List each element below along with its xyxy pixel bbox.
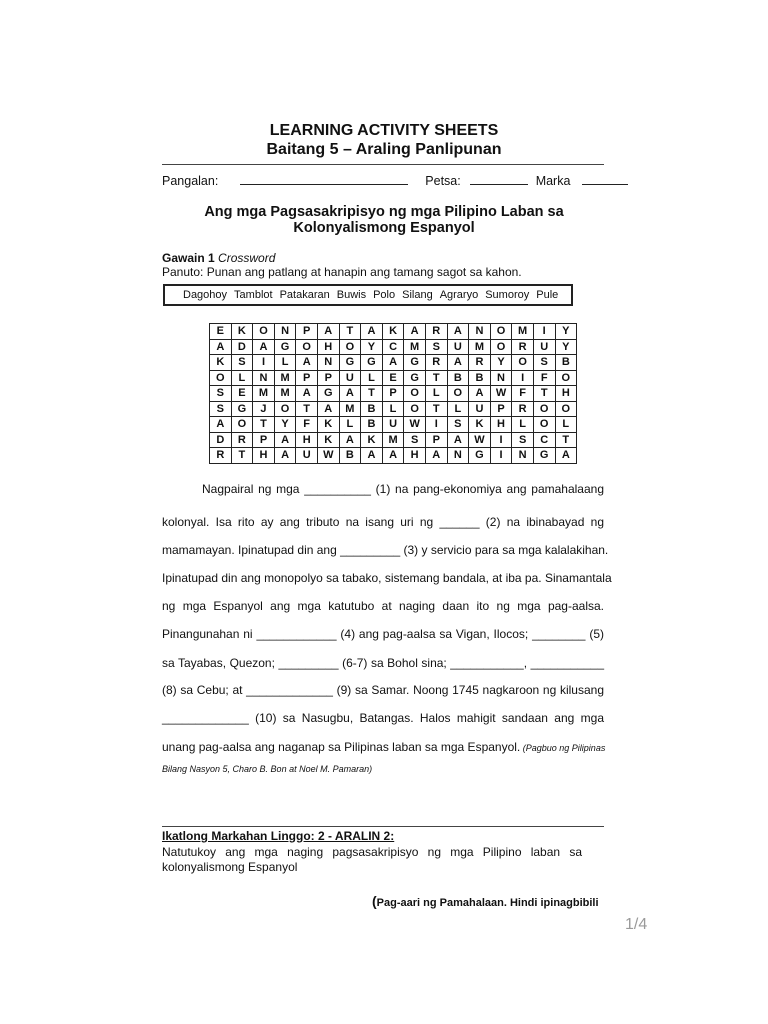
ownership-paren: ( [372, 893, 377, 909]
grid-cell[interactable]: E [210, 324, 232, 340]
grid-cell[interactable]: C [382, 339, 404, 355]
grid-cell[interactable]: K [317, 417, 339, 433]
grid-cell[interactable]: K [361, 432, 383, 448]
grid-cell[interactable]: L [512, 417, 534, 433]
grid-cell[interactable]: A [339, 432, 361, 448]
grid-cell[interactable]: A [404, 324, 426, 340]
grid-cell[interactable]: T [533, 386, 555, 402]
grid-cell[interactable]: T [231, 448, 253, 464]
grid-cell[interactable]: A [274, 432, 296, 448]
grid-cell[interactable]: I [490, 432, 512, 448]
grid-cell[interactable]: O [490, 339, 512, 355]
passage-line-text: sa Tayabas, Quezon; _________ (6-7) sa Bohol sina; ___________, ___________ [162, 656, 604, 670]
grid-cell[interactable]: Y [361, 339, 383, 355]
grid-cell[interactable]: N [490, 370, 512, 386]
grid-cell[interactable]: N [469, 324, 491, 340]
passage-line-text: _____________ (10) sa Nasugbu, Batangas. Halos mahigit sandaan ang mga [162, 711, 604, 725]
grid-cell[interactable]: G [533, 448, 555, 464]
grid-cell[interactable]: F [512, 386, 534, 402]
grid-cell[interactable]: A [253, 339, 275, 355]
grid-cell[interactable]: S [210, 386, 232, 402]
grid-cell[interactable]: W [469, 432, 491, 448]
grid-cell[interactable]: T [425, 370, 447, 386]
name-field[interactable] [240, 173, 408, 185]
passage-line-text: Pinangunahan ni ____________ (4) ang pag-aalsa sa Vigan, Ilocos; ________ (5) [162, 627, 604, 641]
grid-cell[interactable]: I [512, 370, 534, 386]
passage-line [162, 627, 604, 641]
passage-line [162, 711, 604, 725]
grid-cell[interactable]: O [404, 401, 426, 417]
ownership-note [372, 893, 599, 909]
grid-cell[interactable]: L [382, 401, 404, 417]
word-bank-item: Agraryo [439, 289, 479, 301]
passage-line [162, 740, 604, 754]
grid-cell[interactable]: S [404, 432, 426, 448]
passage-line-text: unang pag-aalsa ang naganap sa Pilipinas laban sa mga Espanyol. [162, 740, 521, 754]
ownership-text: Pag-aari ng Pamahalaan. Hindi ipinagbibili [376, 897, 599, 909]
grid-cell[interactable]: Y [490, 355, 512, 371]
grid-cell[interactable]: L [425, 386, 447, 402]
grid-cell[interactable]: Y [555, 339, 577, 355]
grid-cell[interactable]: M [253, 386, 275, 402]
grid-cell[interactable]: T [555, 432, 577, 448]
passage-line [162, 571, 612, 585]
grid-cell[interactable]: A [447, 432, 469, 448]
grid-cell[interactable]: R [425, 355, 447, 371]
grid-cell[interactable]: G [469, 448, 491, 464]
grid-cell[interactable]: O [231, 417, 253, 433]
passage-line [162, 683, 604, 697]
grid-row [210, 370, 577, 386]
passage-line [162, 515, 604, 529]
grid-cell[interactable]: O [555, 370, 577, 386]
grid-cell[interactable]: A [555, 448, 577, 464]
grid-cell[interactable]: Y [555, 324, 577, 340]
lesson-title-line1: Ang mga Pagsasakripisyo ng mga Pilipino Laban sa [204, 204, 564, 220]
word-search-grid [209, 323, 577, 464]
grid-cell[interactable]: L [361, 370, 383, 386]
grid-cell[interactable]: N [447, 448, 469, 464]
grid-cell[interactable]: U [296, 448, 318, 464]
grid-cell[interactable]: A [317, 401, 339, 417]
grid-cell[interactable]: R [231, 432, 253, 448]
grid-cell[interactable]: A [382, 448, 404, 464]
grid-cell[interactable]: K [231, 324, 253, 340]
passage-line [162, 656, 604, 670]
passage-line [162, 482, 604, 496]
word-bank [163, 284, 573, 306]
grade-field[interactable] [582, 173, 628, 185]
grid-cell[interactable]: S [231, 355, 253, 371]
grid-cell[interactable]: I [253, 355, 275, 371]
word-bank-item: Pule [536, 289, 559, 301]
grid-cell[interactable]: R [425, 324, 447, 340]
grid-cell[interactable]: E [231, 386, 253, 402]
passage-line [162, 543, 609, 557]
grid-row [210, 417, 577, 433]
grid-row [210, 339, 577, 355]
grid-cell[interactable]: O [404, 386, 426, 402]
grid-cell[interactable]: L [555, 417, 577, 433]
grade-label: Marka [535, 174, 571, 188]
grid-cell[interactable]: O [490, 324, 512, 340]
word-bank-item: Polo [373, 289, 396, 301]
grid-cell[interactable]: S [447, 417, 469, 433]
grid-cell[interactable]: O [339, 339, 361, 355]
grid-cell[interactable]: I [425, 417, 447, 433]
word-bank-item: Tamblot [234, 289, 273, 301]
lesson-description: Natutukoy ang mga naging pagsasakripisyo ng mga Pilipino laban sa kolonyalismong Espanyol [162, 845, 582, 874]
grid-cell[interactable]: P [296, 324, 318, 340]
grid-cell[interactable]: L [339, 417, 361, 433]
grid-cell[interactable]: T [296, 401, 318, 417]
passage-line-text: kolonyal. Isa rito ay ang tributo na isang uri ng ______ (2) na ibinabayad ng [162, 515, 604, 529]
grid-cell[interactable]: S [512, 432, 534, 448]
grid-row [210, 401, 577, 417]
grid-cell[interactable]: P [382, 386, 404, 402]
word-bank-item: Sumoroy [485, 289, 530, 301]
activity-heading [162, 251, 275, 265]
grid-cell[interactable]: G [274, 339, 296, 355]
passage-line-text: Nagpairal ng mga __________ (1) na pang-ekonomiya ang pamahalaang [202, 482, 604, 496]
grid-cell[interactable]: U [339, 370, 361, 386]
word-bank-item: Silang [402, 289, 433, 301]
grid-cell[interactable]: A [447, 324, 469, 340]
lesson-week-label: Ikatlong Markahan Linggo: 2 - ARALIN 2: [162, 829, 395, 843]
grid-cell[interactable]: G [231, 401, 253, 417]
grid-cell[interactable]: O [296, 339, 318, 355]
grid-cell[interactable]: O [253, 324, 275, 340]
grid-cell[interactable]: S [210, 401, 232, 417]
grid-cell[interactable]: W [404, 417, 426, 433]
grid-cell[interactable]: B [361, 417, 383, 433]
grid-cell[interactable]: T [253, 417, 275, 433]
grid-cell[interactable]: A [296, 355, 318, 371]
grid-cell[interactable]: I [533, 324, 555, 340]
grid-cell[interactable]: L [231, 370, 253, 386]
grid-cell[interactable]: U [382, 417, 404, 433]
grid-cell[interactable]: N [512, 448, 534, 464]
grid-cell[interactable]: A [469, 386, 491, 402]
grid-cell[interactable]: T [425, 401, 447, 417]
grid-cell[interactable]: R [210, 448, 232, 464]
divider-top [162, 164, 604, 165]
grid-cell[interactable]: L [447, 401, 469, 417]
grid-cell[interactable]: D [231, 339, 253, 355]
grid-row [210, 324, 577, 340]
date-label: Petsa: [425, 174, 461, 188]
grid-cell[interactable]: K [382, 324, 404, 340]
grid-cell[interactable]: D [210, 432, 232, 448]
grid-cell[interactable]: K [210, 355, 232, 371]
grid-cell[interactable]: O [447, 386, 469, 402]
grid-cell[interactable]: Y [274, 417, 296, 433]
grid-cell[interactable]: U [469, 401, 491, 417]
grid-cell[interactable]: M [469, 339, 491, 355]
page-indicator: 1/4 [625, 916, 648, 933]
grid-cell[interactable]: G [339, 355, 361, 371]
grid-cell[interactable]: A [296, 386, 318, 402]
grid-cell[interactable]: U [533, 339, 555, 355]
grid-cell[interactable]: H [404, 448, 426, 464]
grid-cell[interactable]: H [555, 386, 577, 402]
grid-cell[interactable]: N [274, 324, 296, 340]
grid-cell[interactable]: J [253, 401, 275, 417]
grid-cell[interactable]: I [490, 448, 512, 464]
passage-line-text: Ipinatupad din ang monopolyo sa tabako, sistemang bandala, at iba pa. Sinamantala [162, 571, 612, 585]
grid-cell[interactable]: A [425, 448, 447, 464]
grid-cell[interactable]: G [317, 386, 339, 402]
student-info-row [162, 173, 628, 188]
passage-line-text: ng mga Espanyol ang mga katutubo at naging daan ito ng mga pag-aalsa. [162, 599, 604, 613]
grid-cell[interactable]: W [490, 386, 512, 402]
grid-cell[interactable]: K [317, 432, 339, 448]
lesson-title-line2: Kolonyalismong Espanyol [293, 220, 475, 236]
passage-line-text: (8) sa Cebu; at _____________ (9) sa Samar. Noong 1745 nagkaroon ng kilusang [162, 683, 604, 697]
grid-cell[interactable]: W [317, 448, 339, 464]
activity-type: Crossword [218, 251, 276, 265]
grid-cell[interactable]: A [274, 448, 296, 464]
sheet-title: LEARNING ACTIVITY SHEETS [269, 122, 499, 139]
grid-cell[interactable]: A [317, 324, 339, 340]
grid-row [210, 432, 577, 448]
grid-cell[interactable]: M [382, 432, 404, 448]
grid-cell[interactable]: A [210, 417, 232, 433]
grid-cell[interactable]: L [274, 355, 296, 371]
citation-line2: Bilang Nasyon 5, Charo B. Bon at Noel M. Pamaran) [162, 764, 373, 774]
grid-cell[interactable]: H [317, 339, 339, 355]
grid-cell[interactable]: G [404, 355, 426, 371]
grid-cell[interactable]: F [296, 417, 318, 433]
grid-cell[interactable]: P [296, 370, 318, 386]
grid-cell[interactable]: P [317, 370, 339, 386]
divider-bottom [162, 826, 604, 827]
word-bank-item: Buwis [336, 289, 367, 301]
grid-cell[interactable]: P [253, 432, 275, 448]
grid-cell[interactable]: M [274, 386, 296, 402]
grid-cell[interactable]: U [447, 339, 469, 355]
grid-cell[interactable]: H [490, 417, 512, 433]
grid-row [210, 448, 577, 464]
passage-line [162, 599, 604, 613]
grid-cell[interactable]: B [339, 448, 361, 464]
grid-cell[interactable]: R [512, 401, 534, 417]
grid-cell[interactable]: F [533, 370, 555, 386]
grid-cell[interactable]: O [533, 401, 555, 417]
activity-label: Gawain 1 [162, 251, 215, 265]
grid-cell[interactable]: A [339, 386, 361, 402]
name-label: Pangalan: [162, 174, 219, 188]
grid-cell[interactable]: A [210, 339, 232, 355]
grid-cell[interactable]: G [361, 355, 383, 371]
grid-cell[interactable]: R [469, 355, 491, 371]
grid-row [210, 355, 577, 371]
grid-cell[interactable]: T [339, 324, 361, 340]
grid-row [210, 386, 577, 402]
grid-cell[interactable]: A [361, 324, 383, 340]
citation-line1: (Pagbuo ng Pilipinas [520, 743, 606, 753]
grid-cell[interactable]: A [447, 355, 469, 371]
grid-cell[interactable]: B [447, 370, 469, 386]
grid-cell[interactable]: N [253, 370, 275, 386]
grid-cell[interactable]: B [555, 355, 577, 371]
grid-cell[interactable]: O [533, 417, 555, 433]
grid-cell[interactable]: B [361, 401, 383, 417]
grid-cell[interactable]: K [469, 417, 491, 433]
grid-cell[interactable]: P [425, 432, 447, 448]
word-bank-item: Patakaran [279, 289, 330, 301]
grid-cell[interactable]: T [361, 386, 383, 402]
grid-cell[interactable]: C [533, 432, 555, 448]
grid-cell[interactable]: H [253, 448, 275, 464]
grid-cell[interactable]: G [404, 370, 426, 386]
grid-cell[interactable]: O [210, 370, 232, 386]
grid-cell[interactable]: M [274, 370, 296, 386]
grid-cell[interactable]: O [555, 401, 577, 417]
grid-cell[interactable]: M [339, 401, 361, 417]
grid-cell[interactable]: H [296, 432, 318, 448]
grid-cell[interactable]: O [512, 355, 534, 371]
grid-cell[interactable]: M [404, 339, 426, 355]
grid-cell[interactable]: A [361, 448, 383, 464]
grid-cell[interactable]: E [382, 370, 404, 386]
grid-cell[interactable]: A [382, 355, 404, 371]
grid-cell[interactable]: S [425, 339, 447, 355]
grid-cell[interactable]: S [533, 355, 555, 371]
word-bank-item: Dagohoy [183, 289, 228, 301]
grid-cell[interactable]: R [512, 339, 534, 355]
sheet-subtitle: Baitang 5 – Araling Panlipunan [266, 141, 502, 158]
instructions: Panuto: Punan ang patlang at hanapin ang tamang sagot sa kahon. [162, 265, 522, 279]
grid-cell[interactable]: O [274, 401, 296, 417]
passage-line-text: mamamayan. Ipinatupad din ang _________ (3) y servicio para sa mga kalalakihan. [162, 543, 609, 557]
grid-cell[interactable]: P [490, 401, 512, 417]
grid-cell[interactable]: M [512, 324, 534, 340]
grid-cell[interactable]: N [317, 355, 339, 371]
grid-cell[interactable]: B [469, 370, 491, 386]
date-field[interactable] [470, 173, 528, 185]
